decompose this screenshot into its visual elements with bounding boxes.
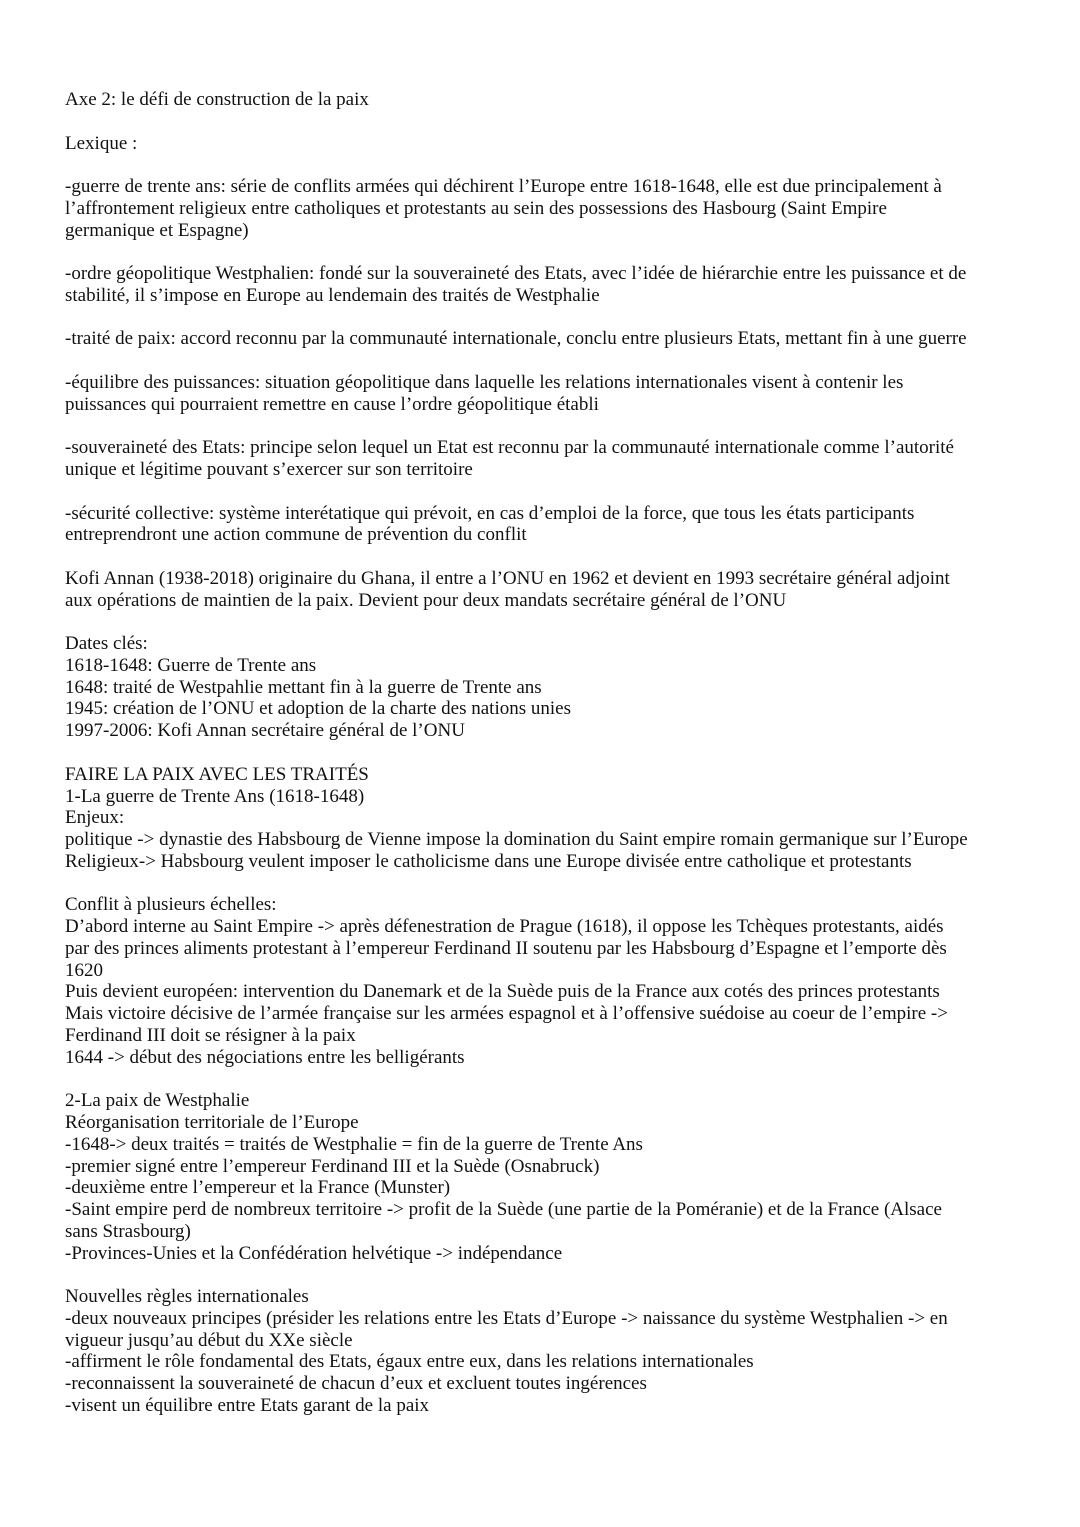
text-line: D’abord interne au Saint Empire -> après défenestration de Prague (1618), il oppose les Tchèques protestants, aidés	[65, 916, 944, 938]
text-line: -guerre de trente ans: série de conflits armées qui déchirent l’Europe entre 1618-1648, elle est due principalement à	[65, 176, 942, 198]
text-line: par des princes aliments protestant à l’empereur Ferdinand II soutenu par les Habsbourg d’Espagne et l’emporte dès	[65, 937, 947, 959]
text-line: Ferdinand III doit se résigner à la paix	[65, 1024, 356, 1046]
text-line: Conflit à plusieurs échelles:	[65, 894, 277, 916]
text-line: -souveraineté des Etats: principe selon lequel un Etat est reconnu par la communauté internationale comme l’autorité	[65, 437, 954, 459]
text-line: Lexique :	[65, 132, 138, 154]
blank-line	[65, 481, 1025, 503]
blank-line	[65, 1264, 1025, 1286]
text-line: -premier signé entre l’empereur Ferdinand III et la Suède (Osnabruck)	[65, 1155, 600, 1177]
blank-line	[65, 546, 1025, 568]
text-line: -Provinces-Unies et la Confédération helvétique -> indépendance	[65, 1242, 563, 1264]
text-line: 1997-2006: Kofi Annan secrétaire général de l’ONU	[65, 720, 465, 742]
blank-line	[65, 415, 1025, 437]
blank-line	[65, 307, 1025, 329]
text-line: sans Strasbourg)	[65, 1220, 191, 1242]
text-line: germanique et Espagne)	[65, 219, 249, 241]
blank-line	[65, 873, 1025, 895]
text-line: 1644 -> début des négociations entre les belligérants	[65, 1046, 465, 1068]
text-line: -deux nouveaux principes (présider les relations entre les Etats d’Europe -> naissance du système Westphalien -> en	[65, 1307, 948, 1329]
text-line: entreprendront une action commune de prévention du conflit	[65, 524, 527, 546]
text-line: stabilité, il s’impose en Europe au lendemain des traités de Westphalie	[65, 284, 600, 306]
text-line: -traité de paix: accord reconnu par la communauté internationale, conclu entre plusieurs Etats, mettant fin à une guerre	[65, 328, 967, 350]
blank-line	[65, 241, 1025, 263]
text-line: -équilibre des puissances: situation géopolitique dans laquelle les relations internationales visent à contenir les	[65, 371, 904, 393]
text-line: -ordre géopolitique Westphalien: fondé sur la souveraineté des Etats, avec l’idée de hiérarchie entre les puissance et de	[65, 263, 967, 285]
text-line: -Saint empire perd de nombreux territoire -> profit de la Suède (une partie de la Poméranie) et de la France (Alsace	[65, 1199, 942, 1221]
text-line: 1620	[65, 959, 103, 981]
text-line: puissances qui pourraient remettre en cause l’ordre géopolitique établi	[65, 393, 599, 415]
text-line: FAIRE LA PAIX AVEC LES TRAITÉS	[65, 763, 369, 785]
document-body	[65, 89, 1025, 1417]
text-line: politique -> dynastie des Habsbourg de Vienne impose la domination du Saint empire romain germanique sur l’Europe	[65, 829, 968, 851]
text-line: 1945: création de l’ONU et adoption de la charte des nations unies	[65, 698, 571, 720]
text-line: l’affrontement religieux entre catholiques et protestants au sein des possessions des Hasbourg (Saint Empire	[65, 197, 887, 219]
blank-line	[65, 611, 1025, 633]
text-line: 2-La paix de Westphalie	[65, 1090, 250, 1112]
blank-line	[65, 1068, 1025, 1090]
text-line: aux opérations de maintien de la paix. Devient pour deux mandats secrétaire général de l’ONU	[65, 589, 787, 611]
text-line: -deuxième entre l’empereur et la France (Munster)	[65, 1177, 451, 1199]
text-line: -sécurité collective: système interétatique qui prévoit, en cas d’emploi de la force, que tous les états participants	[65, 502, 915, 524]
text-line: 1618-1648: Guerre de Trente ans	[65, 654, 317, 676]
text-line: -visent un équilibre entre Etats garant de la paix	[65, 1394, 430, 1416]
text-line: 1648: traité de Westpahlie mettant fin à la guerre de Trente ans	[65, 676, 542, 698]
blank-line	[65, 111, 1025, 133]
text-line: -1648-> deux traités = traités de Westphalie = fin de la guerre de Trente Ans	[65, 1133, 643, 1155]
text-line: Kofi Annan (1938-2018) originaire du Ghana, il entre a l’ONU en 1962 et devient en 1993 secrétaire général adjoint	[65, 567, 950, 589]
text-line: Réorganisation territoriale de l’Europe	[65, 1111, 359, 1133]
text-line: -reconnaissent la souveraineté de chacun d’eux et excluent toutes ingérences	[65, 1373, 647, 1395]
blank-line	[65, 742, 1025, 764]
text-line: Religieux-> Habsbourg veulent imposer le catholicisme dans une Europe divisée entre catholique et protestants	[65, 850, 912, 872]
text-line: Puis devient européen: intervention du Danemark et de la Suède puis de la France aux cotés des princes protestants	[65, 981, 940, 1003]
blank-line	[65, 154, 1025, 176]
text-line: Enjeux:	[65, 807, 125, 829]
text-line: -affirment le rôle fondamental des Etats, égaux entre eux, dans les relations internationales	[65, 1351, 754, 1373]
text-line: Axe 2: le défi de construction de la paix	[65, 89, 369, 110]
text-line: Nouvelles règles internationales	[65, 1286, 309, 1308]
blank-line	[65, 350, 1025, 372]
text-line: Mais victoire décisive de l’armée française sur les armées espagnol et à l’offensive suédoise au coeur de l’empire ->	[65, 1003, 948, 1025]
text-line: Dates clés:	[65, 633, 148, 655]
text-line: 1-La guerre de Trente Ans (1618-1648)	[65, 785, 365, 807]
text-line: unique et légitime pouvant s’exercer sur son territoire	[65, 459, 473, 481]
text-line: vigueur jusqu’au début du XXe siècle	[65, 1329, 353, 1351]
